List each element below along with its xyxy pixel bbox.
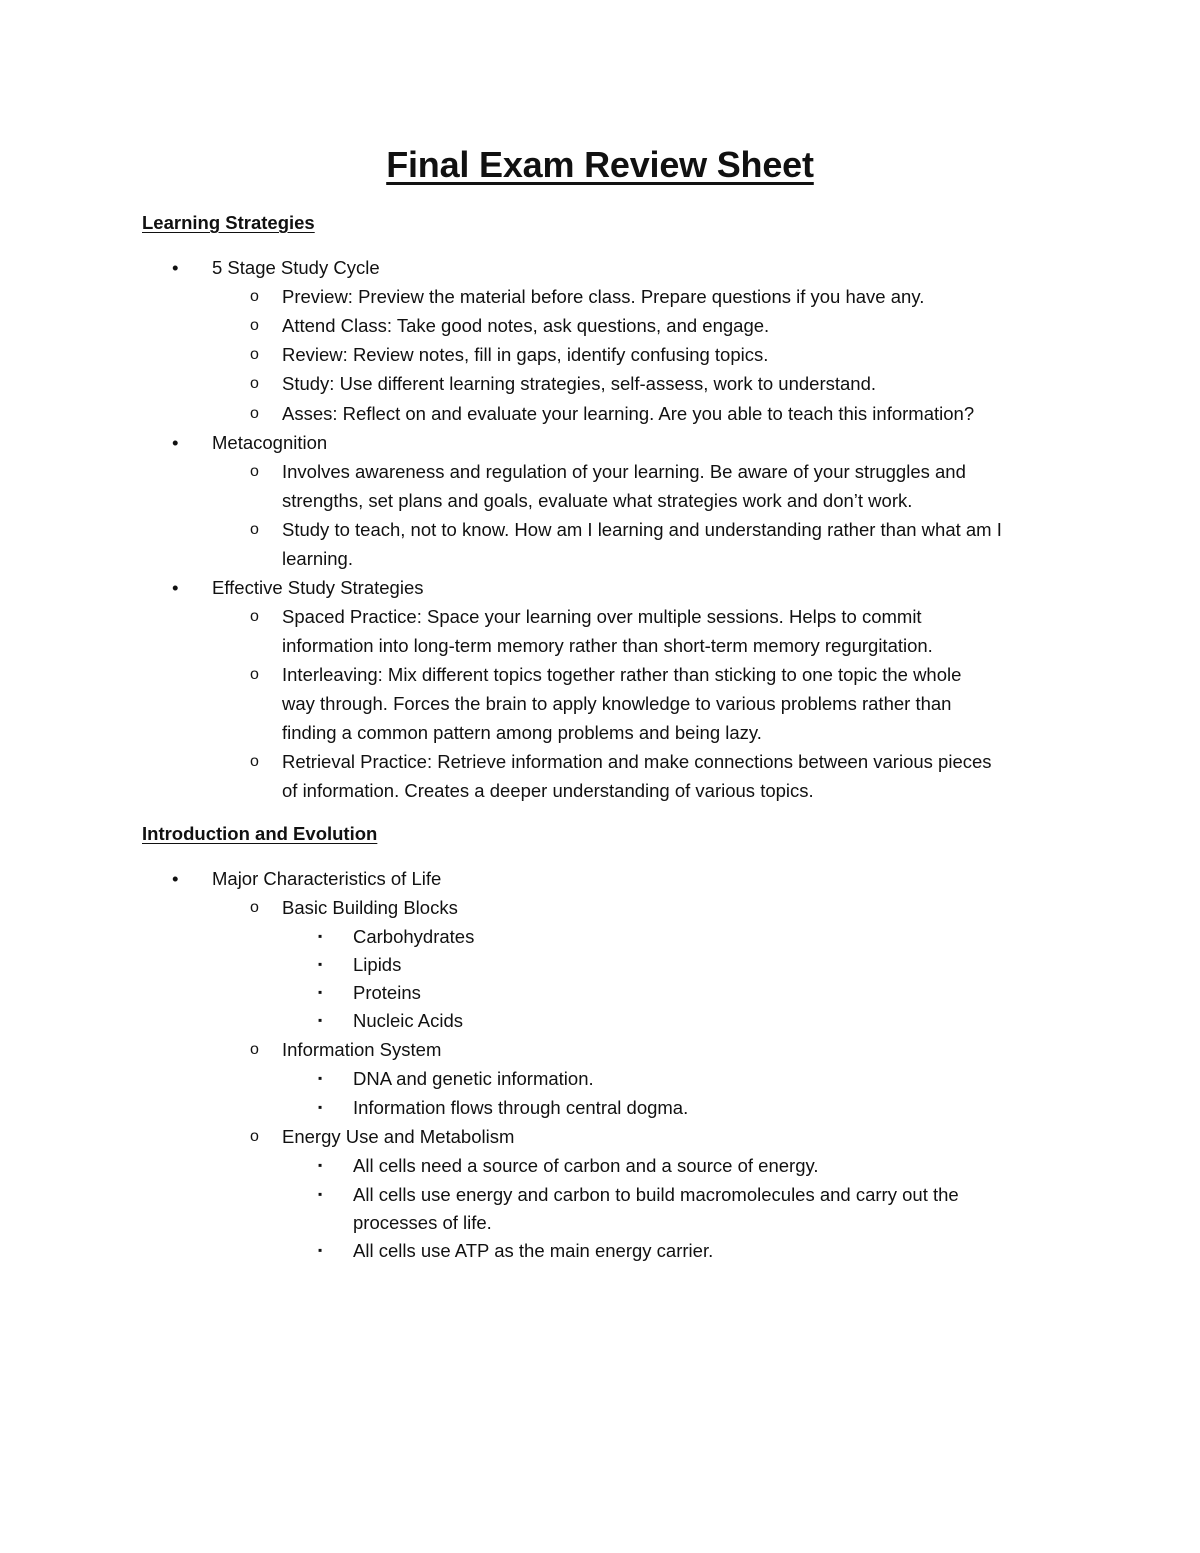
square-bullet-icon: ▪ <box>318 1013 323 1027</box>
square-bullet-icon: ▪ <box>318 957 323 971</box>
square-bullet-icon: ▪ <box>318 1100 323 1114</box>
square-bullet-icon: ▪ <box>318 1071 323 1085</box>
square-bullet-icon: ▪ <box>318 985 323 999</box>
list-item: DNA and genetic information. <box>353 1068 594 1089</box>
square-bullet-icon: ▪ <box>318 1158 323 1172</box>
page-title: Final Exam Review Sheet <box>386 144 814 185</box>
list-item: All cells use energy and carbon to build macromolecules and carry out the <box>353 1184 959 1205</box>
list-item: Major Characteristics of Life <box>212 868 442 889</box>
section-heading-learning-strategies: Learning Strategies <box>142 212 315 233</box>
list-item: Proteins <box>353 982 421 1003</box>
list-item-continuation: information into long-term memory rather than short-term memory regurgitation. <box>282 635 933 656</box>
list-item: All cells need a source of carbon and a source of energy. <box>353 1155 819 1176</box>
square-bullet-icon: ▪ <box>318 929 323 943</box>
list-item: Lipids <box>353 954 402 975</box>
circle-bullet-icon: o <box>250 346 259 363</box>
list-item-continuation: of information. Creates a deeper understanding of various topics. <box>282 780 814 801</box>
circle-bullet-icon: o <box>250 317 259 334</box>
list-item: Nucleic Acids <box>353 1010 464 1031</box>
circle-bullet-icon: o <box>250 405 259 422</box>
list-item-continuation: strengths, set plans and goals, evaluate what strategies work and don’t work. <box>282 490 913 511</box>
circle-bullet-icon: o <box>250 463 259 480</box>
square-bullet-icon: ▪ <box>318 1243 323 1257</box>
list-item-continuation: way through. Forces the brain to apply knowledge to various problems rather than <box>282 693 952 714</box>
list-item-continuation: learning. <box>282 548 353 569</box>
square-bullet-icon: ▪ <box>318 1187 323 1201</box>
circle-bullet-icon: o <box>250 666 259 683</box>
circle-bullet-icon: o <box>250 521 259 538</box>
bullet-icon: • <box>172 868 179 889</box>
list-item: Basic Building Blocks <box>282 897 458 918</box>
section-heading-introduction-and-evolution: Introduction and Evolution <box>142 823 378 844</box>
list-item: Spaced Practice: Space your learning over multiple sessions. Helps to commit <box>282 606 922 627</box>
list-item-continuation: finding a common pattern among problems and being lazy. <box>282 722 762 743</box>
list-item: Preview: Preview the material before class. Prepare questions if you have any. <box>282 286 925 307</box>
list-item: Metacognition <box>212 432 328 453</box>
list-item: Energy Use and Metabolism <box>282 1126 515 1147</box>
list-item: Review: Review notes, fill in gaps, identify confusing topics. <box>282 344 769 365</box>
list-item: Study: Use different learning strategies, self-assess, work to understand. <box>282 373 877 394</box>
list-item: Attend Class: Take good notes, ask questions, and engage. <box>282 315 770 336</box>
list-item-continuation: processes of life. <box>353 1212 492 1233</box>
list-item: Carbohydrates <box>353 926 475 947</box>
bullet-icon: • <box>172 432 179 453</box>
list-item: Interleaving: Mix different topics together rather than sticking to one topic the whole <box>282 664 962 685</box>
list-item: Study to teach, not to know. How am I learning and understanding rather than what am I <box>282 519 1002 540</box>
circle-bullet-icon: o <box>250 1041 259 1058</box>
list-item: Information flows through central dogma. <box>353 1097 689 1118</box>
circle-bullet-icon: o <box>250 899 259 916</box>
list-item: Asses: Reflect on and evaluate your learning. Are you able to teach this information? <box>282 403 975 424</box>
circle-bullet-icon: o <box>250 375 259 392</box>
circle-bullet-icon: o <box>250 753 259 770</box>
bullet-icon: • <box>172 577 179 598</box>
circle-bullet-icon: o <box>250 288 259 305</box>
list-item: Retrieval Practice: Retrieve information and make connections between various pieces <box>282 751 992 772</box>
circle-bullet-icon: o <box>250 608 259 625</box>
bullet-icon: • <box>172 257 179 278</box>
list-item: 5 Stage Study Cycle <box>212 257 380 278</box>
list-item: Information System <box>282 1039 442 1060</box>
list-item: Effective Study Strategies <box>212 577 424 598</box>
list-item: All cells use ATP as the main energy carrier. <box>353 1240 714 1261</box>
circle-bullet-icon: o <box>250 1128 259 1145</box>
list-item: Involves awareness and regulation of your learning. Be aware of your struggles and <box>282 461 966 482</box>
